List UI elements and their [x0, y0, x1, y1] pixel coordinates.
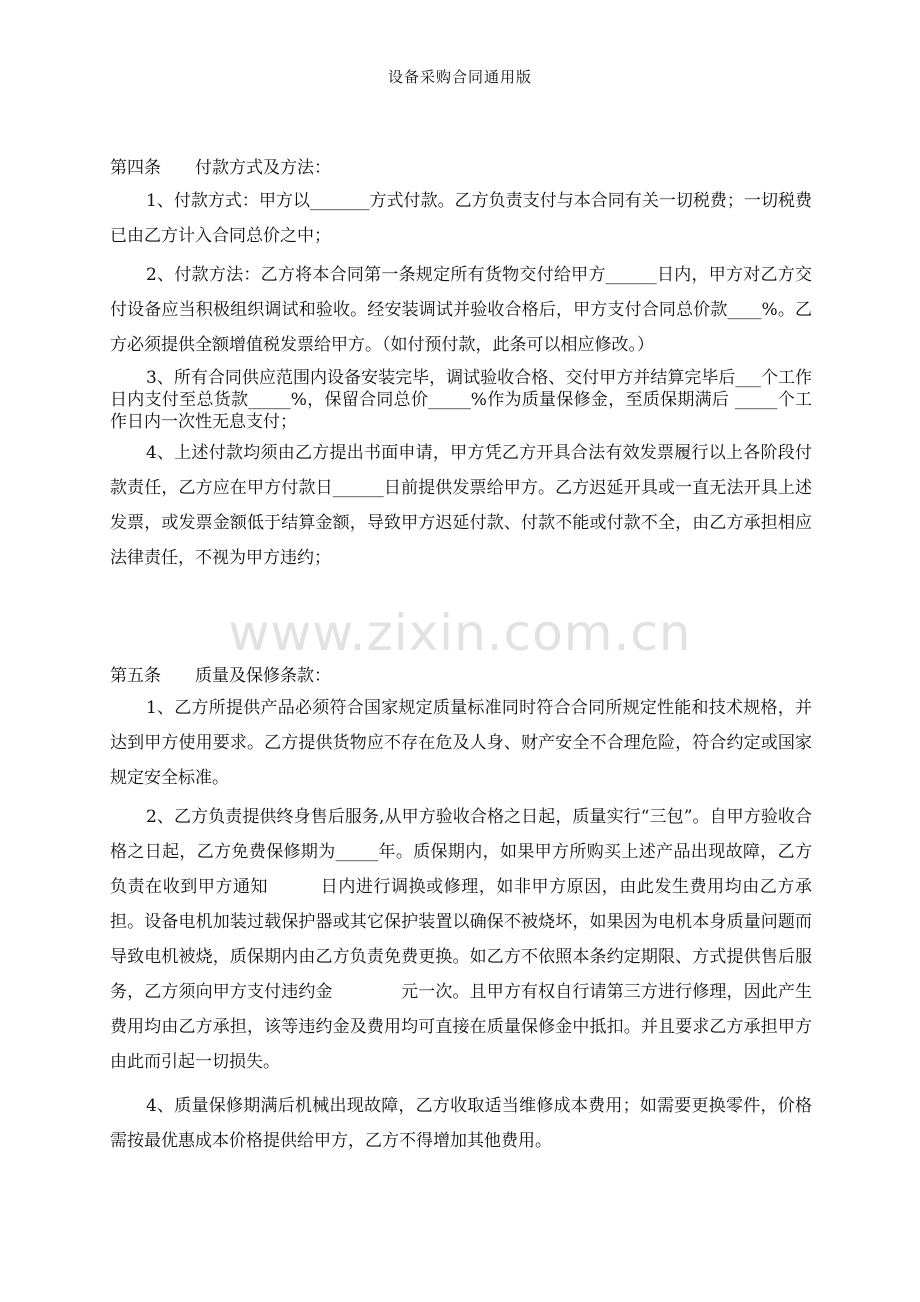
article-4-clause-1: 1、付款方式：甲方以_______方式付款。乙方负责支付与本合同有关一切税费；一切税费已由乙方计入合同总价之中；	[110, 191, 812, 246]
article-4-clause-3: 3、所有合同供应范围内设备安装完毕，调试验收合格、交付甲方并结算完毕后___个工作日内支付至总货款_____%，保留合同总价_____%作为质量保修金，至质保期满后 _____个工作日内一次性无息支付；	[110, 368, 812, 432]
article-5-title: 第五条 质量及保修条款：	[110, 666, 331, 686]
article-4-title: 第四条 付款方式及方法：	[110, 158, 331, 178]
article-5-clause-1: 1、乙方所提供产品必须符合国家规定质量标准同时符合合同所规定性能和技术规格，并达到甲方使用要求。乙方提供货物应不存在危及人身、财产安全不合理危险，符合约定或国家规定安全标准。	[110, 698, 812, 788]
document-header: 设备采购合同通用版	[387, 68, 532, 86]
article-4-clause-2: 2、付款方法：乙方将本合同第一条规定所有货物交付给甲方______日内，甲方对乙方交付设备应当积极组织调试和验收。经安装调试并验收合格后，甲方支付合同总价款____%。乙方必须提供全额增值税发票给甲方。（如付预付款，此条可以相应修改。）	[110, 265, 812, 355]
article-4-clause-4: 4、上述付款均须由乙方提出书面申请，甲方凭乙方开具合法有效发票履行以上各阶段付款责任，乙方应在甲方付款日______日前提供发票给甲方。乙方迟延开具或一直无法开具上述发票，或发票金额低于结算金额，导致甲方迟延付款、付款不能或付款不全，由乙方承担相应法律责任，不视为甲方违约；	[110, 443, 812, 568]
watermark: www.zixin.com.cn	[228, 604, 692, 662]
article-5-clause-2: 2、乙方负责提供终身售后服务,从甲方验收合格之日起，质量实行“三包”。自甲方验收合格之日起，乙方免费保修期为_____年。质保期内，如果甲方所购买上述产品出现故障，乙方负责在收到甲方通知 日内进行调换或修理，如非甲方原因，由此发生费用均由乙方承担。设备电机加装过载保护器或其它保护装置以确保不被烧坏，如果因为电机本身质量问题而导致电机被烧，质保期内由乙方负责免费更换。如乙方不依照本条约定期限、方式提供售后服务，乙方须向甲方支付违约金 元一次。且甲方有权自行请第三方进行修理，因此产生费用均由乙方承担，该等违约金及费用均可直接在质量保修金中抵扣。并且要求乙方承担甲方由此而引起一切损失。	[110, 807, 812, 1072]
article-5-clause-4: 4、质量保修期满后机械出现故障，乙方收取适当维修成本费用；如需要更换零件，价格需按最优惠成本价格提供给甲方，乙方不得增加其他费用。	[110, 1096, 812, 1151]
